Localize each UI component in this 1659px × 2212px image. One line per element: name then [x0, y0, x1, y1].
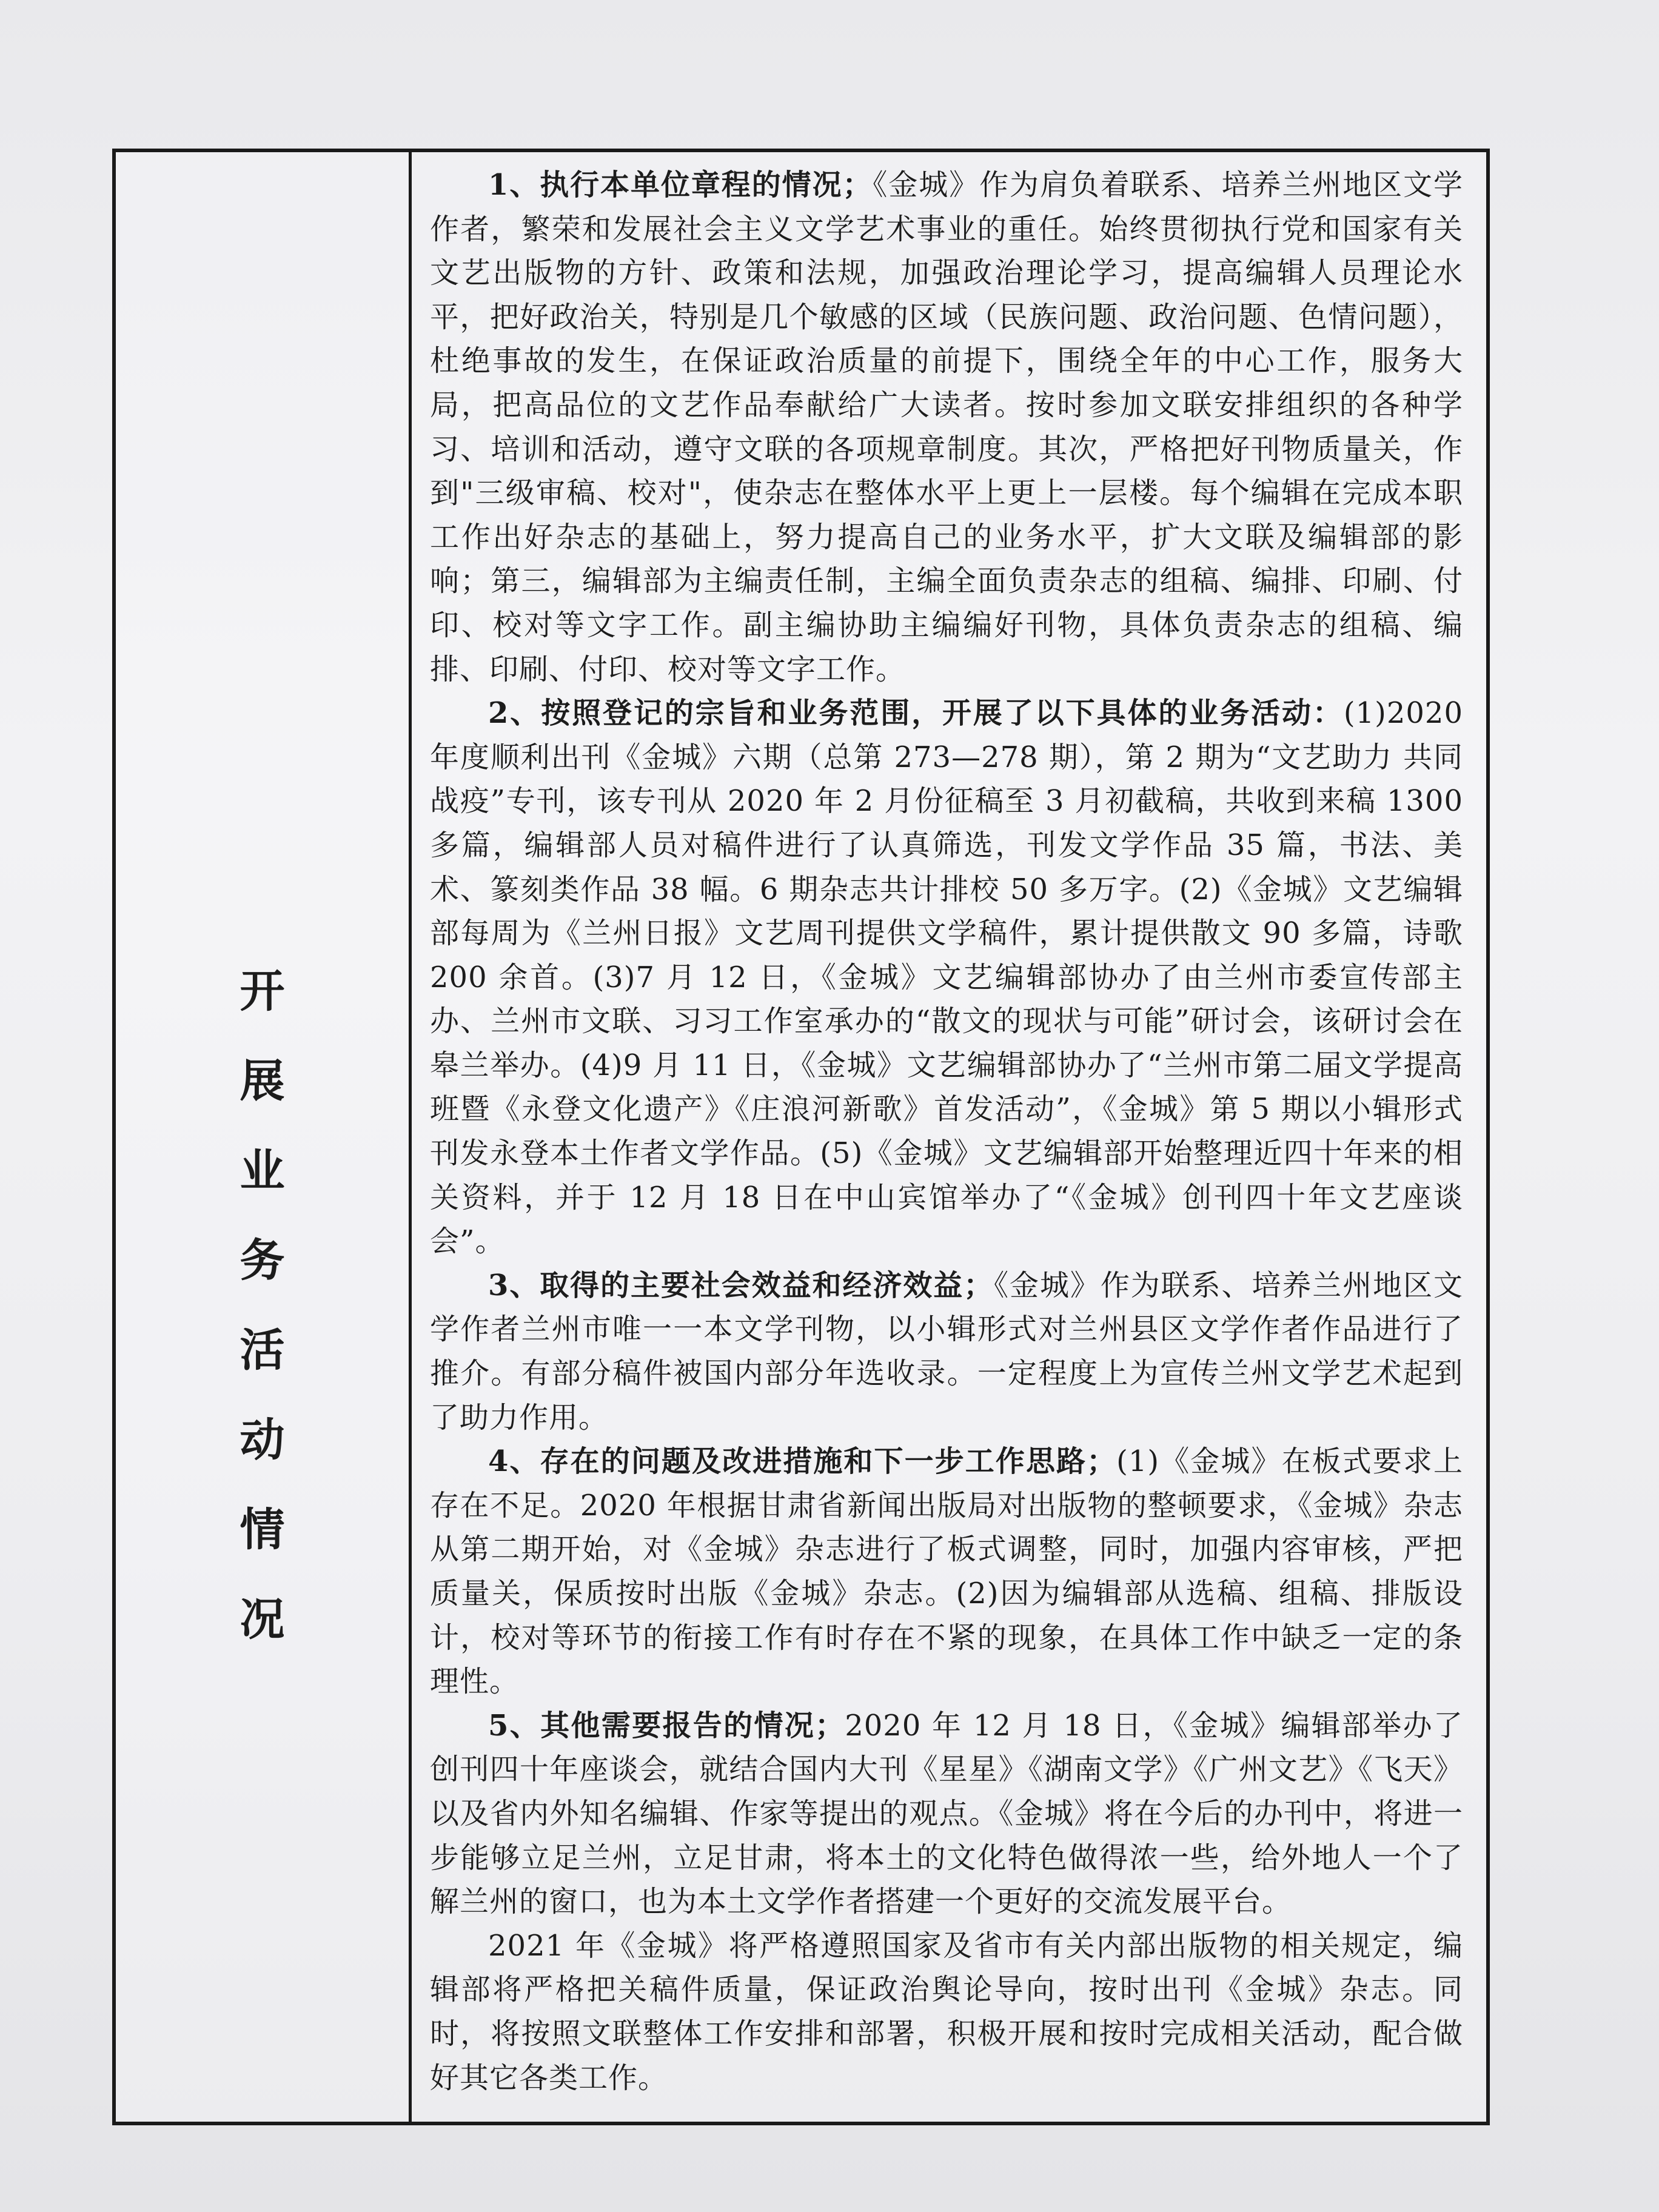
- paragraph-heading: 5、其他需要报告的情况；: [488, 1708, 845, 1743]
- report-form-table: [112, 149, 1490, 2125]
- paragraph-activities: [430, 691, 1463, 1264]
- side-title-char: 展: [240, 1055, 285, 1107]
- paragraph-body: 2021 年《金城》将严格遵照国家及省市有关内部出版物的相关规定，编辑部将严格把关稿件质量，保证政治舆论导向，按时出刊《金城》杂志。同时，将按照文联整体工作安排和部署，积极开展和按时完成相关活动，配合做好其它各类工作。: [430, 1928, 1463, 2095]
- paragraph-body: 2020 年 12 月 18 日，《金城》编辑部举办了创刊四十年座谈会，就结合国内大刊《星星》《湖南文学》《广州文艺》《飞天》以及省内外知名编辑、作家等提出的观点。《金城》将在今后的办刊中，将进一步能够立足兰州，立足甘肃，将本土的文化特色做得浓一些，给外地人一个了解兰州的窗口，也为本土文学作者搭建一个更好的交流发展平台。: [430, 1708, 1463, 1919]
- side-title-char: 况: [240, 1594, 285, 1646]
- side-title-char: 活: [240, 1324, 285, 1376]
- paragraph-other: [430, 1704, 1463, 1924]
- side-title-char: 业: [240, 1145, 285, 1197]
- paragraph-body: (1)2020 年度顺利出刊《金城》六期（总第 273—278 期），第 2 期为“文艺助力 共同战疫”专刊，该专刊从 2020 年 2 月份征稿至 3 月初截稿，共收到来稿 1300 多篇，编辑部人员对稿件进行了认真筛选，刊发文学作品 35 篇，书法、美术、篆刻类作品 38 幅。6 期杂志共计排校 50 多万字。(2)《金城》文艺编辑部每周为《兰州日报》文艺周刊提供文学稿件，累计提供散文 90 多篇，诗歌 200 余首。(3)7 月 12 日，《金城》文艺编辑部协办了由兰州市委宣传部主办、兰州市文联、习习工作室承办的“散文的现状与可能”研讨会，该研讨会在皋兰举办。(4)9 月 11 日，《金城》文艺编辑部协办了“兰州市第二届文学提高班暨《永登文化遗产》《庄浪河新歌》首发活动”，《金城》第 5 期以小辑形式刊发永登本土作者文学作品。(5)《金城》文艺编辑部开始整理近四十年来的相关资料，并于 12 月 18 日在中山宾馆举办了“《金城》创刊四十年文艺座谈会”。: [430, 696, 1463, 1259]
- side-title: [116, 947, 409, 1664]
- paragraph-heading: 4、存在的问题及改进措施和下一步工作思路；: [488, 1444, 1117, 1479]
- section-label-cell: [116, 152, 412, 2122]
- paragraph-benefits: [430, 1264, 1463, 1439]
- side-title-char: 开: [240, 965, 285, 1017]
- paragraph-body: 《金城》作为肩负着联系、培养兰州地区文学作者，繁荣和发展社会主义文学艺术事业的重任。始终贯彻执行党和国家有关文艺出版物的方针、政策和法规，加强政治理论学习，提高编辑人员理论水平，把好政治关，特别是几个敏感的区域（民族问题、政治问题、色情问题），杜绝事故的发生，在保证政治质量的前提下，围绕全年的中心工作，服务大局，把高品位的文艺作品奉献给广大读者。按时参加文联安排组织的各种学习、培训和活动，遵守文联的各项规章制度。其次，严格把好刊物质量关，作到"三级审稿、校对"，使杂志在整体水平上更上一层楼。每个编辑在完成本职工作出好杂志的基础上，努力提高自己的业务水平，扩大文联及编辑部的影响；第三，编辑部为主编责任制，主编全面负责杂志的组稿、编排、印刷、付印、校对等文字工作。副主编协助主编编好刊物，具体负责杂志的组稿、编排、印刷、付印、校对等文字工作。: [430, 168, 1463, 686]
- paragraph-heading: 1、执行本单位章程的情况；: [488, 168, 873, 202]
- paragraph-body: (1)《金城》在板式要求上存在不足。2020 年根据甘肃省新闻出版局对出版物的整顿要求，《金城》杂志从第二期开始，对《金城》杂志进行了板式调整，同时，加强内容审核，严把质量关，保质按时出版《金城》杂志。(2)因为编辑部从选稿、组稿、排版设计，校对等环节的衔接工作有时存在不紧的现象，在具体工作中缺乏一定的条理性。: [430, 1444, 1463, 1699]
- side-title-char: 情: [240, 1504, 285, 1556]
- paragraph-body: 《金城》作为联系、培养兰州地区文学作者兰州市唯一一本文学刊物，以小辑形式对兰州县区文学作者作品进行了推介。有部分稿件被国内部分年选收录。一定程度上为宣传兰州文学艺术起到了助力作用。: [430, 1268, 1463, 1435]
- paragraph-plan-2021: [430, 1924, 1463, 2100]
- side-title-char: 务: [240, 1235, 285, 1287]
- side-title-char: 动: [240, 1414, 285, 1466]
- paragraph-charter: [430, 163, 1463, 691]
- paragraph-heading: 2、按照登记的宗旨和业务范围，开展了以下具体的业务活动：: [488, 696, 1344, 731]
- paragraph-problems: [430, 1439, 1463, 1704]
- report-content-cell: [412, 152, 1486, 2122]
- paragraph-heading: 3、取得的主要社会效益和经济效益；: [488, 1268, 994, 1302]
